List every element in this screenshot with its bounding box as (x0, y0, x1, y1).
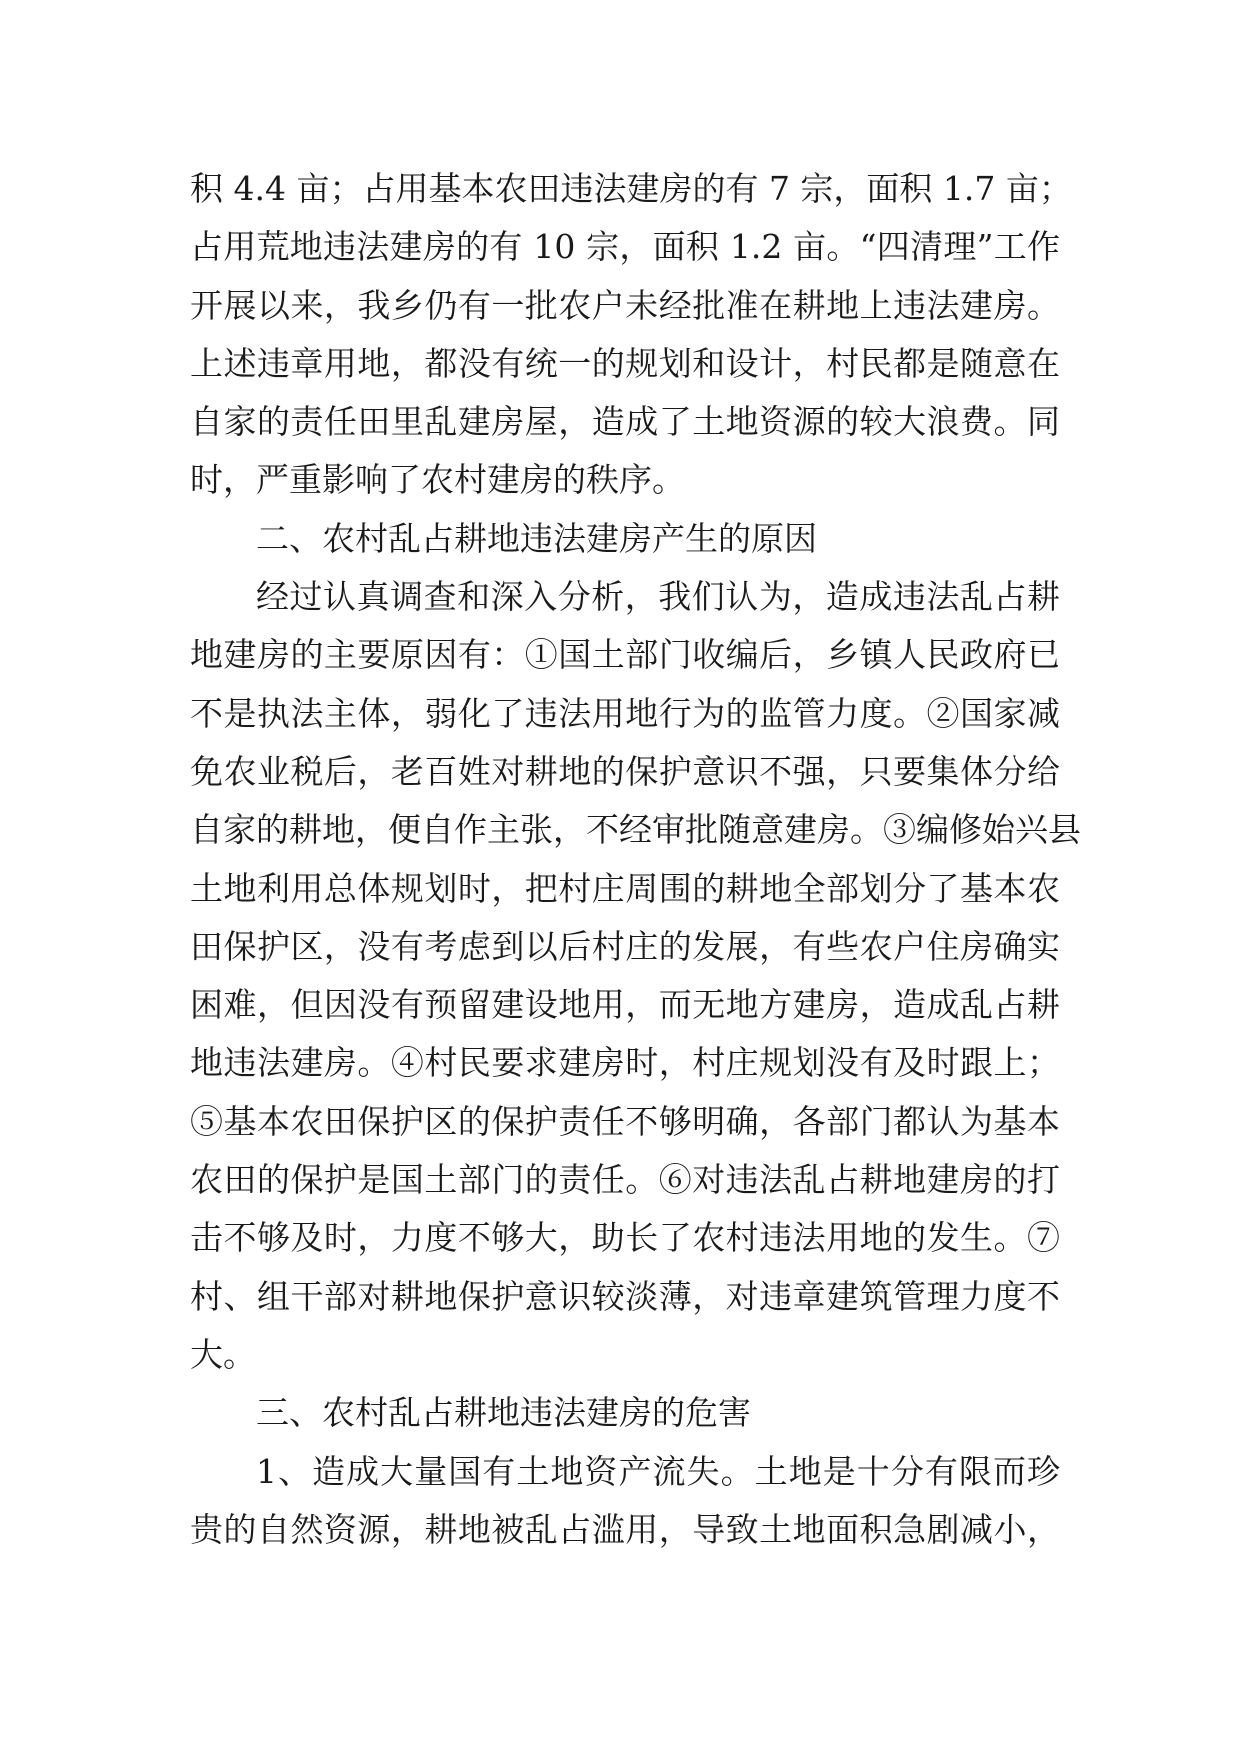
text-line: 开展以来，我乡仍有一批农户未经批准在耕地上违法建房。 (190, 285, 1060, 325)
section-heading: 二、农村乱占耕地违法建房产生的原因 (256, 518, 817, 558)
text-line: 地建房的主要原因有：①国土部门收编后，乡镇人民政府已 (190, 635, 1060, 675)
text-line: 村、组干部对耕地保护意识较淡薄，对违章建筑管理力度不 (190, 1276, 1060, 1316)
text-line: 田保护区，没有考虑到以后村庄的发展，有些农户住房确实 (190, 926, 1060, 966)
text-line: 不是执法主体，弱化了违法用地行为的监管力度。②国家减 (190, 693, 1060, 733)
text-line: 农田的保护是国土部门的责任。⑥对违法乱占耕地建房的打 (190, 1160, 1060, 1200)
section-heading: 三、农村乱占耕地违法建房的危害 (256, 1393, 751, 1433)
text-line: 自家的责任田里乱建房屋，造成了土地资源的较大浪费。同 (190, 402, 1060, 442)
text-line: 自家的耕地，便自作主张，不经审批随意建房。③编修始兴县 (190, 810, 1081, 850)
text-line: 上述违章用地，都没有统一的规划和设计，村民都是随意在 (190, 343, 1060, 383)
text-line: 大。 (190, 1334, 256, 1374)
text-line: 困难，但因没有预留建设地用，而无地方建房，造成乱占耕 (190, 985, 1060, 1025)
body-text (190, 160, 1081, 1559)
text-line: ⑤基本农田保护区的保护责任不够明确，各部门都认为基本 (190, 1101, 1060, 1141)
text-line: 击不够及时，力度不够大，助长了农村违法用地的发生。⑦ (190, 1218, 1060, 1258)
text-line: 免农业税后，老百姓对耕地的保护意识不强，只要集体分给 (190, 751, 1060, 791)
text-line: 时，严重影响了农村建房的秩序。 (190, 460, 685, 500)
text-line: 积 4.4 亩；占用基本农田违法建房的有 7 宗，面积 1.7 亩； (190, 169, 1072, 208)
text-line: 经过认真调查和深入分析，我们认为，造成违法乱占耕 (256, 577, 1060, 617)
text-line: 1、造成大量国有土地资产流失。土地是十分有限而珍 (256, 1451, 1060, 1491)
text-line: 地违法建房。④村民要求建房时，村庄规划没有及时跟上； (190, 1043, 1060, 1083)
text-line: 贵的自然资源，耕地被乱占滥用，导致土地面积急剧减小， (190, 1509, 1060, 1549)
text-line: 占用荒地违法建房的有 10 宗，面积 1.2 亩。“四清理”工作 (190, 227, 1060, 267)
text-line: 土地利用总体规划时，把村庄周围的耕地全部划分了基本农 (190, 868, 1060, 908)
